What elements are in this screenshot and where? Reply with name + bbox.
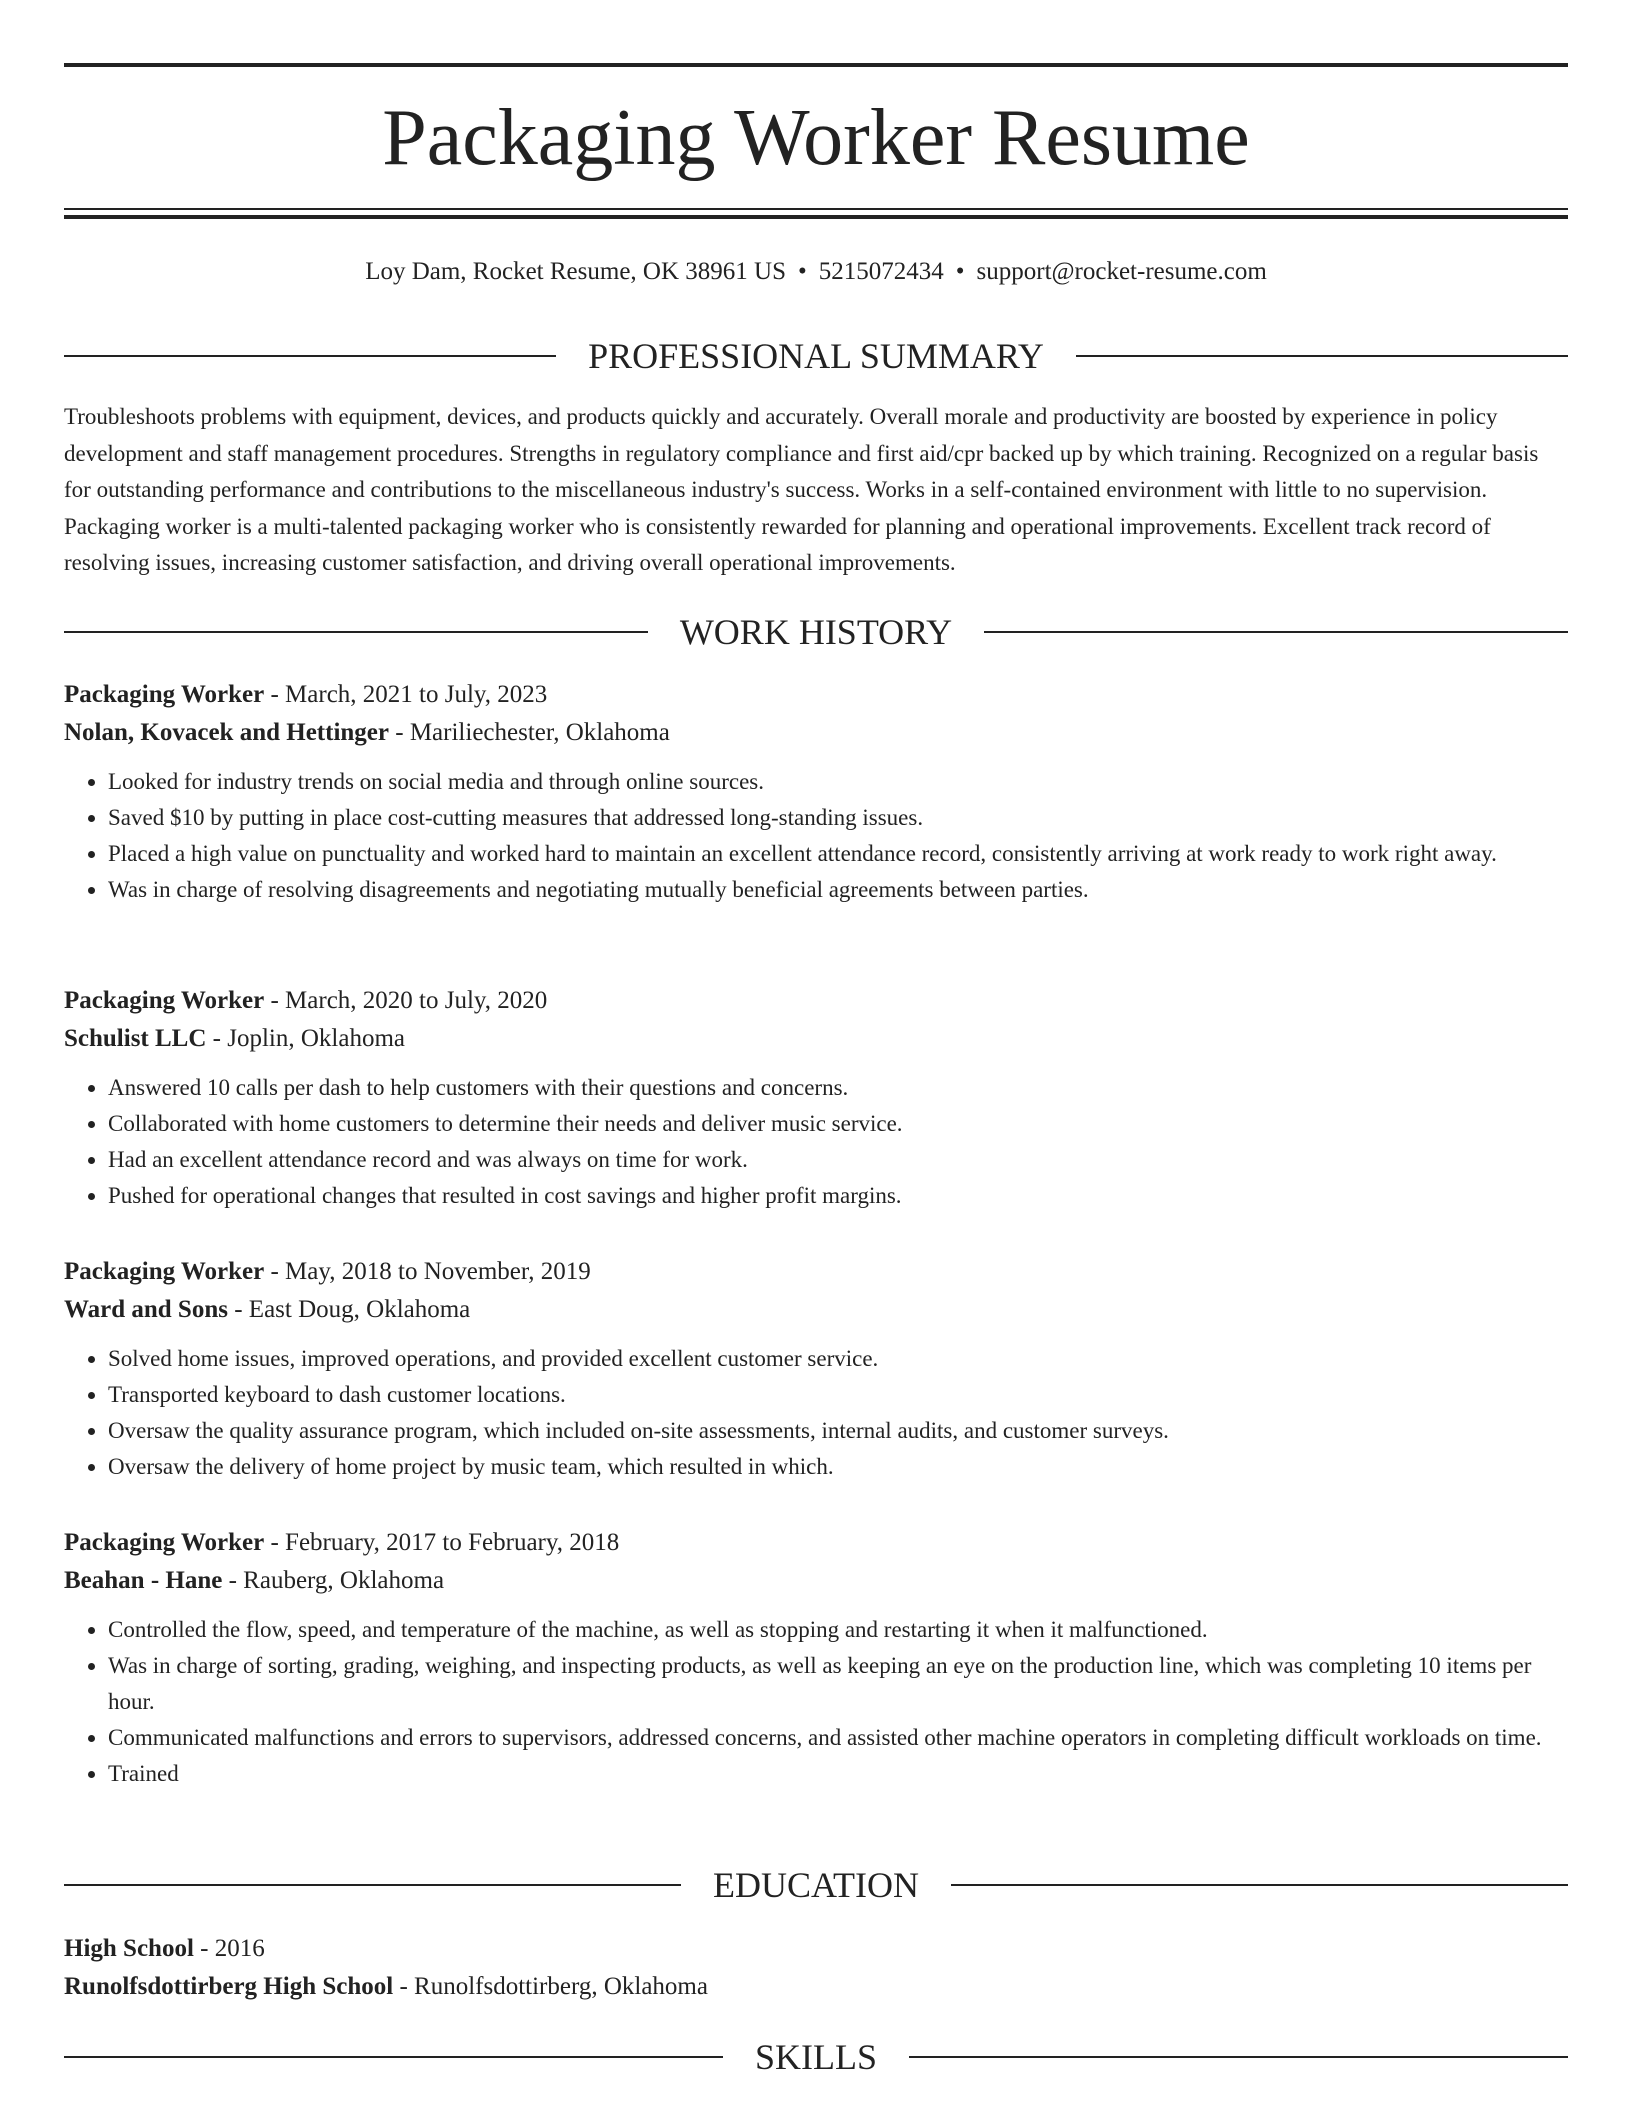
divider	[1076, 355, 1568, 357]
contact-address: Loy Dam, Rocket Resume, OK 38961 US	[365, 258, 786, 285]
job-dates: - March, 2020 to July, 2020	[264, 987, 548, 1014]
section-title-summary: PROFESSIONAL SUMMARY	[588, 336, 1044, 376]
job-bullet: • Saved $10 by putting in place cost-cutting measures that addressed long-standing issues.	[108, 800, 1568, 836]
job-entry	[64, 676, 1568, 908]
education-location: - Runolfsdottirberg, Oklahoma	[393, 1973, 708, 2000]
summary-text: Troubleshoots problems with equipment, devices, and products quickly and accurately. Overall morale and productivity are boosted by experience in policy development and staff management procedures. Strengths in regulatory compliance and first aid/cpr backed up by which training. Recognized on a regular basis for outstanding performance and contributions to the miscellaneous industry's success. Works in a self-contained environment with little to no supervision. Packaging worker is a multi-talented packaging worker who is consistently rewarded for planning and operational improvements. Excellent track record of resolving issues, increasing customer satisfaction, and driving overall operational improvements.	[64, 404, 1539, 575]
job-company: Beahan - Hane	[64, 1567, 223, 1594]
section-header-summary	[64, 336, 1568, 376]
job-title: Packaging Worker	[64, 1258, 265, 1285]
job-company-line	[64, 714, 1568, 752]
job-company-line	[64, 1291, 1568, 1329]
job-bullet: • Controlled the flow, speed, and temperature of the machine, as well as stopping and restarting it when it malfunctioned.	[108, 1612, 1568, 1648]
job-title-line	[64, 1253, 1568, 1291]
job-bullets	[64, 1341, 1568, 1485]
divider	[984, 631, 1568, 633]
page-title: Packaging Worker Resume	[382, 94, 1250, 182]
job-title: Packaging Worker	[64, 681, 265, 708]
job-bullet: • Collaborated with home customers to determine their needs and deliver music service.	[108, 1106, 1568, 1142]
job-title-line	[64, 1524, 1568, 1562]
divider	[64, 355, 556, 357]
job-bullet: • Communicated malfunctions and errors to supervisors, addressed concerns, and assisted other machine operators in completing difficult workloads on time.	[108, 1720, 1568, 1756]
job-bullet: • Placed a high value on punctuality and worked hard to maintain an excellent attendance record, consistently arriving at work ready to work right away.	[108, 836, 1568, 872]
top-rule	[64, 63, 1568, 67]
job-entry	[64, 1524, 1568, 1792]
job-entry	[64, 982, 1568, 1214]
contact-phone: 5215072434	[818, 258, 944, 285]
divider	[951, 1884, 1568, 1886]
job-bullet: • Answered 10 calls per dash to help customers with their questions and concerns.	[108, 1070, 1568, 1106]
job-company: Schulist LLC	[64, 1025, 207, 1052]
job-bullet: • Was in charge of resolving disagreements and negotiating mutually beneficial agreements between parties.	[108, 872, 1568, 908]
job-location: - Rauberg, Oklahoma	[222, 1567, 445, 1594]
job-bullet: • Looked for industry trends on social media and through online sources.	[108, 764, 1568, 800]
job-entry	[64, 1253, 1568, 1485]
section-title-work-history: WORK HISTORY	[679, 612, 953, 652]
contact-line	[64, 254, 1568, 290]
divider	[909, 2056, 1568, 2058]
title-rule-thick	[64, 215, 1568, 219]
job-location: - Mariliechester, Oklahoma	[389, 719, 670, 746]
education-degree: High School	[64, 1935, 194, 1962]
job-company: Nolan, Kovacek and Hettinger	[64, 719, 389, 746]
job-company-line	[64, 1562, 1568, 1600]
divider	[64, 1884, 681, 1886]
section-header-work-history	[64, 612, 1568, 652]
job-dates: - February, 2017 to February, 2018	[264, 1529, 620, 1556]
job-company-line	[64, 1020, 1568, 1058]
job-title-line	[64, 982, 1568, 1020]
education-entry	[64, 1930, 1568, 2006]
divider	[64, 631, 648, 633]
job-bullets	[64, 764, 1568, 908]
job-bullet: • Oversaw the quality assurance program, which included on-site assessments, internal audits, and customer surveys.	[108, 1413, 1568, 1449]
job-dates: - March, 2021 to July, 2023	[264, 681, 548, 708]
job-location: - East Doug, Oklahoma	[227, 1296, 471, 1323]
section-title-education: EDUCATION	[713, 1865, 919, 1905]
job-bullets	[64, 1070, 1568, 1214]
job-bullet: • Oversaw the delivery of home project by music team, which resulted in which.	[108, 1449, 1568, 1485]
contact-email: support@rocket-resume.com	[976, 258, 1267, 285]
job-title: Packaging Worker	[64, 1529, 265, 1556]
job-bullet: • Transported keyboard to dash customer locations.	[108, 1377, 1568, 1413]
section-header-education	[64, 1865, 1568, 1905]
education-school: Runolfsdottirberg High School	[64, 1973, 394, 2000]
contact-separator: •	[797, 258, 807, 285]
job-bullet: • Had an excellent attendance record and was always on time for work.	[108, 1142, 1568, 1178]
job-company: Ward and Sons	[64, 1296, 228, 1323]
job-bullets	[64, 1612, 1568, 1792]
divider	[64, 2056, 723, 2058]
job-title-line	[64, 676, 1568, 714]
section-header-skills	[64, 2037, 1568, 2077]
job-bullet: • Solved home issues, improved operations, and provided excellent customer service.	[108, 1341, 1568, 1377]
job-location: - Joplin, Oklahoma	[206, 1025, 406, 1052]
job-dates: - May, 2018 to November, 2019	[264, 1258, 591, 1285]
job-title: Packaging Worker	[64, 987, 265, 1014]
title-rule-thin	[64, 208, 1568, 210]
contact-separator: •	[955, 258, 965, 285]
section-title-skills: SKILLS	[755, 2037, 878, 2077]
job-bullet: • Pushed for operational changes that resulted in cost savings and higher profit margins.	[108, 1178, 1568, 1214]
education-year: - 2016	[193, 1935, 265, 1962]
job-bullet: • Was in charge of sorting, grading, weighing, and inspecting products, as well as keeping an eye on the production line, which was completing 10 items per hour.	[108, 1648, 1568, 1720]
education-school-line	[64, 1968, 1568, 2006]
education-degree-line	[64, 1930, 1568, 1968]
job-bullet: • Trained	[108, 1756, 1568, 1792]
